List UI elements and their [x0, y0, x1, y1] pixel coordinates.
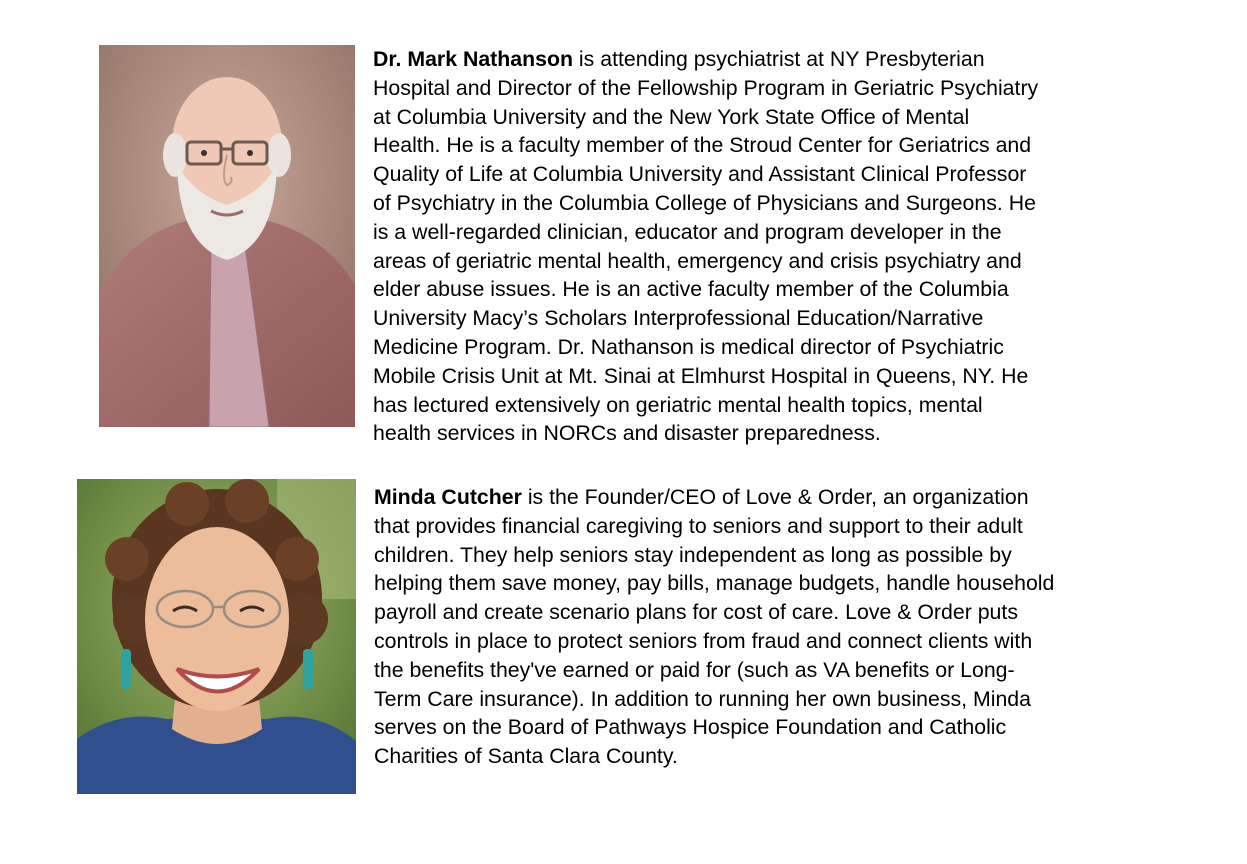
- bio-line: areas of geriatric mental health, emergency and crisis psychiatry and: [373, 248, 1022, 273]
- bio-line: University Macy’s Scholars Interprofessional Education/Narrative: [373, 306, 984, 331]
- portrait-illustration: [99, 45, 355, 427]
- bio-line: controls in place to protect seniors from fraud and connect clients with: [374, 628, 1033, 653]
- bio-line: health services in NORCs and disaster preparedness.: [373, 421, 881, 446]
- bio-line: the benefits they've earned or paid for (such as VA benefits or Long-: [374, 657, 1015, 682]
- bio-text-mark-nathanson: [373, 45, 1193, 448]
- bio-line: at Columbia University and the New York State Office of Mental: [373, 104, 970, 129]
- bio-line: elder abuse issues. He is an active faculty member of the Columbia: [373, 277, 1009, 302]
- bio-line: Quality of Life at Columbia University and Assistant Clinical Professor: [373, 162, 1027, 187]
- bio-line: has lectured extensively on geriatric mental health topics, mental: [373, 392, 983, 417]
- portrait-photo-mark-nathanson: [99, 45, 355, 427]
- bio-line: Mobile Crisis Unit at Mt. Sinai at Elmhurst Hospital in Queens, NY. He: [373, 363, 1029, 388]
- bio-line: children. They help seniors stay independent as long as possible by: [374, 542, 1012, 567]
- bio-line: payroll and create scenario plans for cost of care. Love & Order puts: [374, 600, 1018, 625]
- bio-line: Charities of Santa Clara County.: [374, 744, 678, 769]
- bio-line: serves on the Board of Pathways Hospice Foundation and Catholic: [374, 715, 1007, 740]
- bio-name: Dr. Mark Nathanson: [373, 47, 574, 71]
- bio-line: Term Care insurance). In addition to running her own business, Minda: [374, 686, 1032, 711]
- bio-line: Medicine Program. Dr. Nathanson is medical director of Psychiatric: [373, 334, 1004, 359]
- bio-line: Health. He is a faculty member of the Stroud Center for Geriatrics and: [373, 133, 1032, 158]
- bio-line: is a well-regarded clinician, educator and program developer in the: [373, 219, 1002, 244]
- bio-line: helping them save money, pay bills, manage budgets, handle household: [374, 571, 1055, 596]
- bio-text-minda-cutcher: [374, 483, 1194, 771]
- bio-line: Minda Cutcher is the Founder/CEO of Love & Order, an organization: [374, 485, 1029, 509]
- bio-line: Dr. Mark Nathanson is attending psychiatrist at NY Presbyterian: [373, 47, 985, 71]
- bio-name: Minda Cutcher: [374, 485, 522, 509]
- bio-line: that provides financial caregiving to seniors and support to their adult: [374, 513, 1023, 538]
- bio-line: of Psychiatry in the Columbia College of Physicians and Surgeons. He: [373, 190, 1036, 215]
- bio-line: Hospital and Director of the Fellowship Program in Geriatric Psychiatry: [373, 75, 1039, 100]
- portrait-photo-minda-cutcher: [77, 479, 356, 794]
- portrait-illustration: [77, 479, 356, 794]
